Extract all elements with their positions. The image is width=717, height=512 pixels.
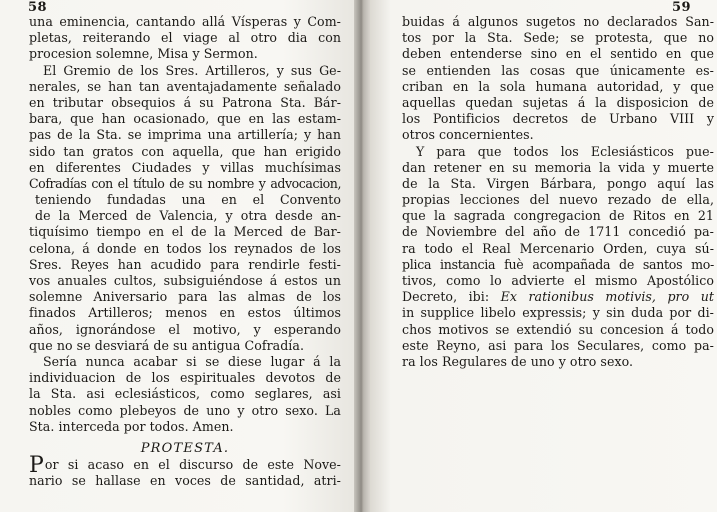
text-line: El Gremio de los Sres. Artilleros, y sus Ge- — [43, 62, 341, 78]
text-line: procesion solemne, Misa y Sermon. — [29, 46, 258, 62]
text-line: propias lecciones del nuevo rezado de ella, — [402, 192, 714, 208]
text-line: tiquísimo tiempo en el de la Merced de Bar- — [29, 224, 341, 240]
text-line: individuacion de los espirituales devotos de — [29, 370, 341, 386]
text-line: Sta. interceda por todos. Amen. — [29, 418, 234, 434]
text-line: se entienden las cosas que únicamente es- — [402, 62, 714, 78]
text-line: en diferentes Ciudades y villas muchísimas — [29, 159, 341, 175]
text-line: una eminencia, cantando allá Vísperas y Com- — [29, 14, 341, 29]
text-line: nobles como plebeyos de uno y otro sexo. La — [29, 402, 341, 418]
text-line: pletas, reiterando el viage al otro dia con — [29, 30, 341, 46]
text-line: chos motivos se extendió su concesion á todo — [402, 321, 714, 337]
text-line: Y para que todos los Eclesiásticos pue- — [416, 143, 714, 159]
text-line: deben entenderse sino en el sentido en que — [402, 46, 714, 62]
right-page-number: 59 — [672, 0, 692, 15]
text-line: que no se desviará de su antigua Cofradía. — [29, 337, 304, 353]
text-line: aquellas quedan sujetas á la disposicion de — [402, 94, 714, 110]
text-line: sido tan gratos con aquella, que han erigido — [29, 143, 341, 159]
text-line: de Noviembre del año de 1711 concedió pa- — [402, 224, 714, 240]
latin-quote: Ex rationibus motivis, pro ut — [500, 289, 714, 305]
text-line — [29, 453, 341, 479]
section-heading: PROTESTA. — [140, 440, 230, 456]
left-page-number: 58 — [28, 0, 48, 15]
text-line: criban en la sola humana autoridad, y que — [402, 78, 714, 94]
text-line: Sres. Reyes han acudido para rendirle festi- — [29, 256, 341, 272]
text-line — [402, 289, 714, 305]
text-line: finados Artilleros; menos en estos últimos — [29, 305, 341, 321]
text-line: ra los Regulares de uno y otro sexo. — [402, 353, 634, 369]
text-line: pas de la Sta. se imprima una artillería; y han — [29, 127, 341, 143]
text-line: este Reyno, asi para los Seculares, como pa- — [402, 337, 714, 353]
text-line: ra todo el Real Mercenario Orden, cuya sú- — [402, 240, 714, 256]
text-line: los Pontificios decretos de Urbano VIII y — [402, 111, 714, 127]
text-line: Cofradías con el título de su nombre y advocacion, — [29, 175, 341, 191]
text-line: bara, que han ocasionado, que en las estam- — [29, 111, 341, 127]
text-line: in supplice libelo expressis; y sin duda por di- — [402, 305, 714, 321]
text-line-content: Decreto, ibi: — [402, 289, 490, 305]
text-line: plica instancia fuè acompañada de santos mo- — [402, 256, 714, 272]
text-line: la Sta. asi eclesiásticos, como seglares, asi — [29, 386, 341, 402]
text-line: tivos, como lo advierte el mismo Apostólico — [402, 273, 714, 288]
text-line: dan retener en su memoria la vida y muerte — [402, 159, 714, 175]
left-text-column — [29, 14, 341, 489]
text-line: de la Sta. Virgen Bárbara, pongo aquí las — [402, 175, 714, 191]
text-line: nerales, se han tan aventajadamente señalado — [29, 78, 341, 94]
left-page — [0, 0, 354, 512]
text-line: que la sagrada congregacion de Ritos en 21 — [402, 208, 714, 224]
text-line: otros concernientes. — [402, 127, 534, 143]
book-gutter — [354, 0, 370, 512]
text-line: celona, á donde en todos los reynados de los — [29, 240, 341, 256]
text-line: nario se hallase en voces de santidad, atri- — [29, 473, 341, 489]
drop-cap: P — [29, 453, 44, 479]
right-page — [370, 0, 717, 512]
text-line: buidas á algunos sugetos no declarados San- — [402, 14, 714, 29]
text-line-content: or si acaso en el discurso de este Nove- — [44, 457, 341, 473]
text-line: Sería nunca acabar si se diese lugar á la — [43, 353, 341, 369]
text-line: solemne Aniversario para las almas de los — [29, 289, 341, 305]
text-line: tos por la Sta. Sede; se protesta, que no — [402, 30, 714, 46]
text-line: vos anuales cultos, subsiguiéndose á estos un — [29, 273, 341, 288]
right-text-column — [402, 14, 714, 370]
text-line: teniendo fundadas una en el Convento — [35, 192, 341, 208]
text-line: años, ignorándose el motivo, y esperando — [29, 321, 341, 337]
text-line: de la Merced de Valencia, y otra desde an- — [35, 208, 341, 224]
text-line: en tributar obsequios á su Patrona Sta. Bár- — [29, 94, 341, 110]
